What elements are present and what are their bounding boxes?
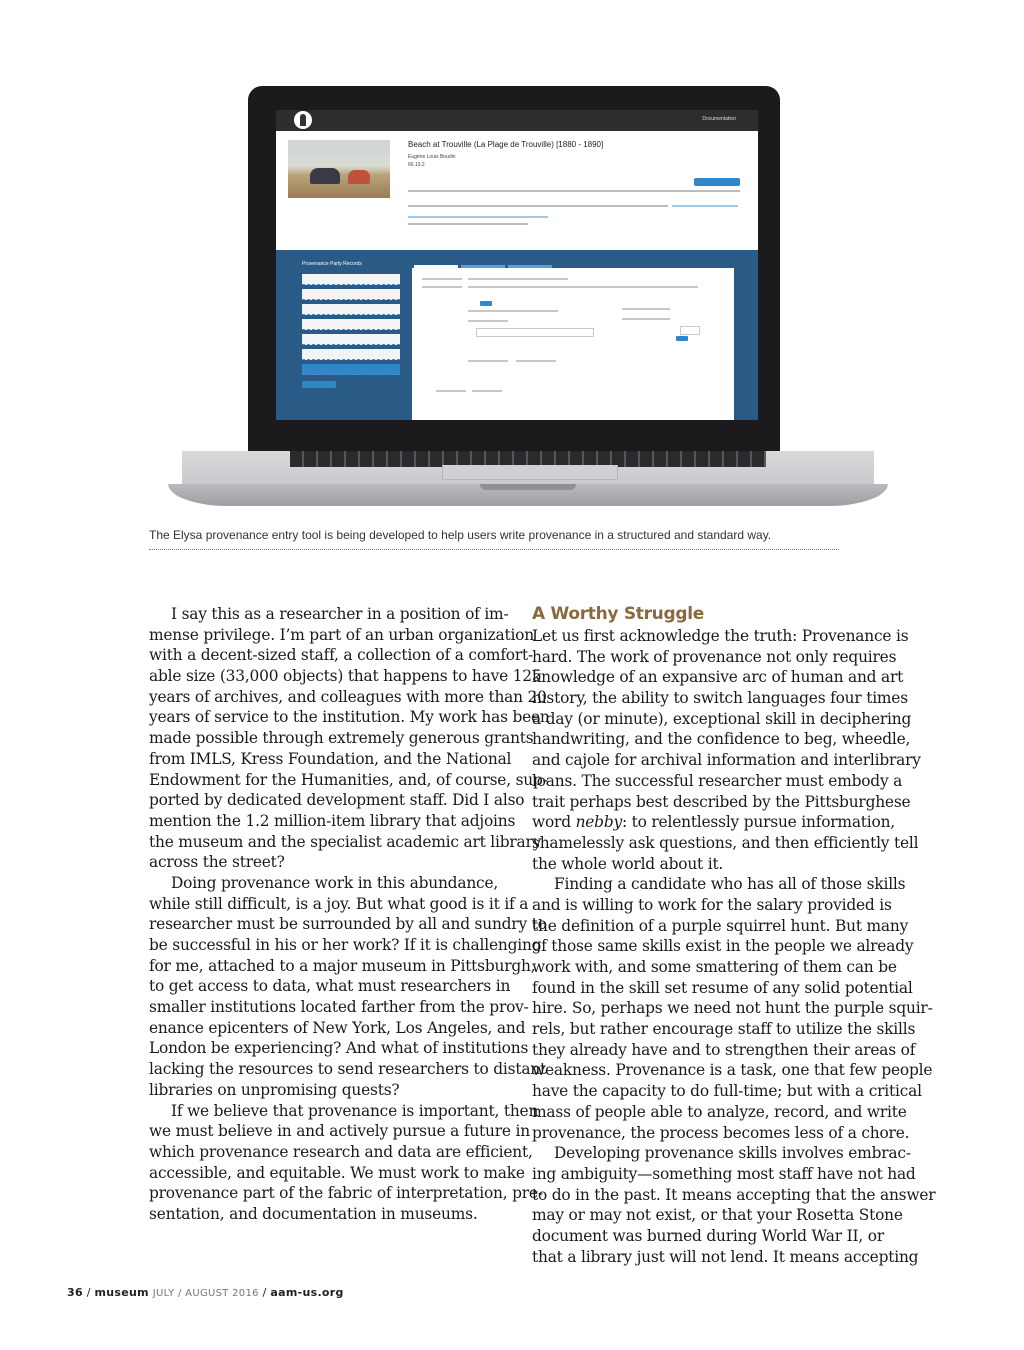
text-line: researcher must be surrounded by all and sundry to [149,915,547,934]
footer-separator: / [262,1286,267,1299]
text-line: of those same skills exist in the people we already [532,937,914,956]
text-line: Developing provenance skills involves embrac- [554,1144,911,1163]
text-line: which provenance research and data are efficient, [149,1142,533,1161]
party-item [302,319,400,330]
laptop-screen [276,110,758,420]
page-number: 36 [67,1286,83,1299]
text-line: Endowment for the Humanities, and, of course, sup- [149,770,548,789]
text-line: we must believe in and actively pursue a future in [149,1122,530,1141]
text-line: provenance part of the fabric of interpretation, pre- [149,1184,543,1203]
record-accession: 66.19.2 [408,162,425,168]
app-documentation-link: Documentation [702,116,736,122]
text-line: smaller institutions located farther from the prov- [149,998,529,1017]
add-party-button [302,381,336,388]
text-line: may or may not exist, or that your Rosetta Stone [532,1206,903,1225]
issue-date: JULY / AUGUST 2016 [152,1288,259,1299]
artwork-thumbnail [288,140,390,198]
editor-form [412,268,734,420]
text-line: enance epicenters of New York, Los Angeles, and [149,1018,526,1037]
text-line: years of service to the institution. My work has been [149,708,550,727]
text-line: years of archives, and colleagues with more than 20 [149,687,547,706]
text-line: sentation, and documentation in museums. [149,1204,478,1223]
website-link: aam-us.org [270,1286,344,1299]
footer-separator: / [86,1286,91,1299]
text-line: across the street? [149,853,285,872]
text-line: London be experiencing? And what of institutions [149,1039,529,1058]
text-line-with-italic [532,812,896,833]
text-line: I say this as a researcher in a position of im- [171,605,509,623]
text-line: mass of people able to analyze, record, and write [532,1102,907,1121]
text-line: handwriting, and the confidence to beg, wheedle, [532,730,911,749]
page-footer [67,1286,344,1299]
text-line: to get access to data, what must researchers in [149,977,511,996]
text-line: found in the skill set resume of any solid potential [532,978,913,997]
text-fragment: word [532,813,571,832]
text-line: and is willing to work for the salary provided is [532,895,892,914]
text-fragment: : to relentlessly pursue information, [621,813,895,832]
text-line: loans. The successful researcher must embody a [532,771,903,790]
text-line: a day (or minute), exceptional skill in deciphering [532,709,912,728]
text-line: document was burned during World War II, or [532,1226,885,1245]
text-line: the museum and the specialist academic art library [149,832,542,851]
text-line: lacking the resources to send researchers to distant [149,1060,547,1079]
laptop-trackpad [442,465,618,480]
party-item [302,289,400,300]
caption-divider [149,549,839,550]
party-item [302,334,400,345]
text-line: shamelessly ask questions, and then efficiently tell [532,833,919,852]
app-edit-button [694,178,740,186]
section-heading: A Worthy Struggle [532,604,704,624]
text-line: that a library just will not lend. It means accepting [532,1247,919,1266]
text-line: weakness. Provenance is a task, one that few people [532,1061,933,1080]
italic-term: nebby [575,813,622,832]
laptop-base [168,484,888,506]
app-topbar [276,110,758,131]
text-line: Finding a candidate who has all of those skills [554,875,906,894]
text-line: mention the 1.2 million-item library that adjoins [149,811,516,830]
text-line: libraries on unpromising quests? [149,1080,400,1099]
text-line: knowledge of an expansive arc of human and art [532,668,904,687]
text-line: Let us first acknowledge the truth: Provenance is [532,627,909,645]
text-line: have the capacity to do full-time; but with a critical [532,1082,922,1101]
left-column [149,604,550,1225]
text-line: made possible through extremely generous grants [149,729,534,748]
text-line: the whole world about it. [532,854,724,873]
text-line: ing ambiguity—something most staff have not had [532,1164,916,1183]
text-line: be successful in his or her work? If it is challenging [149,936,542,954]
text-line: while still difficult, is a joy. But what good is it if a [149,894,529,913]
text-line: provenance, the process becomes less of a chore. [532,1123,910,1142]
right-column [532,604,936,1267]
text-line: trait perhaps best described by the Pittsburghese [532,792,911,811]
text-line: hire. So, perhaps we need not hunt the purple squir- [532,999,933,1018]
text-line: accessible, and equitable. We must work to make [149,1163,525,1182]
record-title: Beach at Trouville (La Plage de Trouville) [1880 - 1890] [408,140,604,149]
text-line: to do in the past. It means accepting that the answer [532,1185,936,1204]
text-line: ported by dedicated development staff. Did I also [149,791,525,810]
text-line: and cajole for archival information and interlibrary [532,751,921,770]
party-item [302,349,400,360]
laptop-figure [168,86,888,506]
provenance-text-block [408,190,740,230]
magazine-name: museum [94,1286,149,1299]
text-line: able size (33,000 objects) that happens to have 125 [149,667,542,686]
text-line: the definition of a purple squirrel hunt. But many [532,916,909,935]
text-line: rels, but rather encourage staff to utilize the skills [532,1020,916,1039]
text-line: hard. The work of provenance not only requires [532,647,897,666]
text-line: history, the ability to switch languages four times [532,689,908,708]
figure-caption: The Elysa provenance entry tool is being developed to help users write provenance in a structured and standard way. [149,528,772,542]
text-line: they already have and to strengthen their areas of [532,1040,916,1059]
app-logo-icon [294,111,312,129]
text-line: for me, attached to a major museum in Pittsburgh, [149,956,536,975]
party-records-heading: Provenance Party Records [302,261,362,267]
laptop-lid [248,86,780,451]
text-line: with a decent-sized staff, a collection of a comfort- [149,646,534,665]
text-line: from IMLS, Kress Foundation, and the National [149,749,512,768]
text-line: Doing provenance work in this abundance, [171,873,499,892]
party-item-active [302,364,400,375]
party-item [302,304,400,315]
text-line: work with, and some smattering of them can be [532,958,897,976]
text-line: mense privilege. I’m part of an urban organization [149,625,534,644]
text-line: If we believe that provenance is important, then [171,1101,539,1120]
laptop-notch [480,484,576,490]
party-item [302,274,400,285]
record-artist: Eugène Louis Boudin [408,154,456,160]
